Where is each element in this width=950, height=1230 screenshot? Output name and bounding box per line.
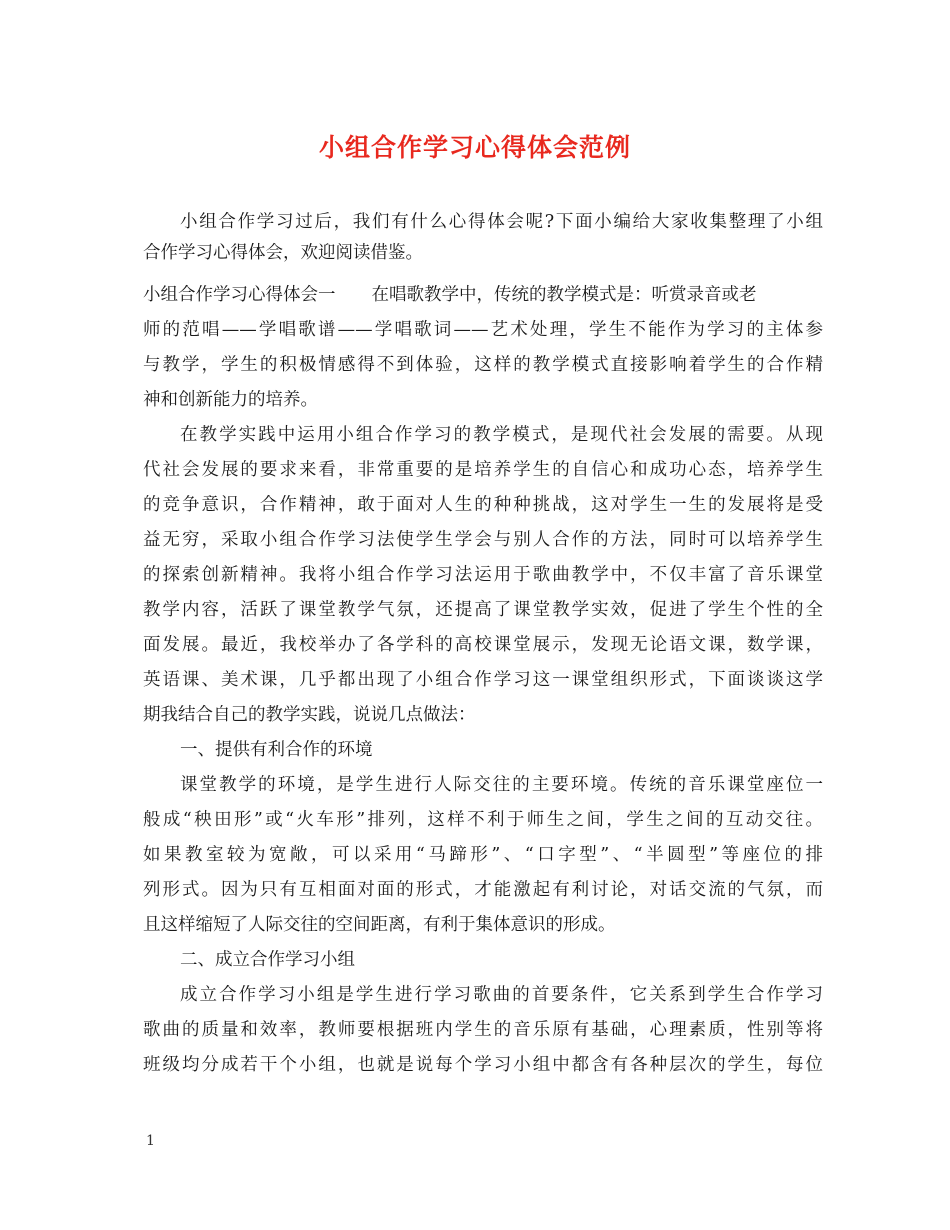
paragraph-line: 与教学，学生的积极情感得不到体验，这样的教学模式直接影响着学生的合作精 <box>143 355 823 375</box>
paragraph-line: 合作学习心得体会，欢迎阅读借鉴。 <box>143 243 423 263</box>
paragraph-line: 教学内容，活跃了课堂教学气氛，还提高了课堂教学实效，促进了学生个性的全 <box>143 600 823 620</box>
paragraph-line: 英语课、美术课，几乎都出现了小组合作学习这一课堂组织形式，下面谈谈这学 <box>143 670 823 690</box>
paragraph-line: 在教学实践中运用小组合作学习的教学模式，是现代社会发展的需要。从现 <box>180 425 823 445</box>
paragraph-line: 益无穷，采取小组合作学习法使学生学会与别人合作的方法，同时可以培养学生 <box>143 530 823 550</box>
paragraph-line: 师的范唱——学唱歌谱——学唱歌词——艺术处理，学生不能作为学习的主体参 <box>143 320 823 340</box>
section-heading: 一、提供有利合作的环境 <box>180 740 373 760</box>
paragraph-line: 代社会发展的要求来看，非常重要的是培养学生的自信心和成功心态，培养学生 <box>143 460 823 480</box>
paragraph-line: 的竞争意识，合作精神，敢于面对人生的种种挑战，这对学生一生的发展将是受 <box>143 495 823 515</box>
paragraph-line: 小组合作学习过后，我们有什么心得体会呢?下面小编给大家收集整理了小组 <box>180 212 823 232</box>
paragraph-line: 且这样缩短了人际交往的空间距离，有利于集体意识的形成。 <box>143 915 616 935</box>
paragraph-line: 面发展。最近，我校举办了各学科的高校课堂展示，发现无论语文课，数学课， <box>143 635 823 655</box>
paragraph-line: 歌曲的质量和效率，教师要根据班内学生的音乐原有基础，心理素质，性别等将 <box>143 1020 823 1040</box>
page-number: 1 <box>146 1133 155 1149</box>
paragraph-line: 课堂教学的环境，是学生进行人际交往的主要环境。传统的音乐课堂座位一 <box>180 775 823 795</box>
section-heading-one: 小组合作学习心得体会一 <box>143 285 336 305</box>
paragraph-line: 神和创新能力的培养。 <box>143 390 318 410</box>
paragraph-line: 班级均分成若干个小组，也就是说每个学习小组中都含有各种层次的学生，每位 <box>143 1055 823 1075</box>
paragraph-line: 列形式。因为只有互相面对面的形式，才能激起有利讨论，对话交流的气氛，而 <box>143 880 823 900</box>
paragraph-line-section-one <box>143 285 823 305</box>
section-heading: 二、成立合作学习小组 <box>180 950 355 970</box>
paragraph-line: 期我结合自己的教学实践，说说几点做法： <box>143 705 476 725</box>
document-title: 小组合作学习心得体会范例 <box>318 133 631 162</box>
section-one-first-sentence: 在唱歌教学中，传统的教学模式是：听赏录音或老 <box>371 285 757 305</box>
paragraph-line: 如果教室较为宽敞，可以采用“马蹄形”、“口字型”、“半圆型”等座位的排 <box>143 845 823 865</box>
paragraph-line: 的探索创新精神。我将小组合作学习法运用于歌曲教学中，不仅丰富了音乐课堂 <box>143 565 823 585</box>
paragraph-line: 成立合作学习小组是学生进行学习歌曲的首要条件，它关系到学生合作学习 <box>180 985 823 1005</box>
paragraph-line: 般成“秧田形”或“火车形”排列，这样不利于师生之间，学生之间的互动交往。 <box>143 810 823 830</box>
